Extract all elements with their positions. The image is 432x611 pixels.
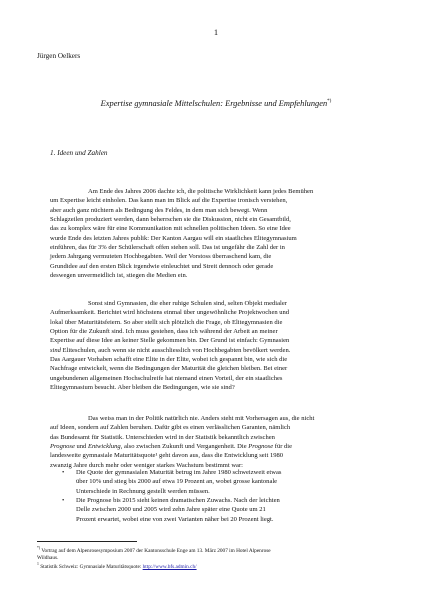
text-line: das zu komplex wäre für eine Kommunikation mit schnellen politischen Ideen. So eine Idee	[50, 225, 291, 233]
text-line: lokal über Maturitätsfeiern. So aber stellt sich plötzlich die Frage, ob Elitegymnasien die	[50, 318, 283, 326]
section-heading: 1. Ideen und Zahlen	[50, 149, 108, 157]
document-title	[37, 99, 395, 108]
text-line: sind Eliteschulen, auch wenn sie nicht ausschliesslich von Hochbegabten bevölkert werden.	[50, 346, 291, 354]
text-line: Das Aargauer Vorhaben schafft eine Elite in der Elite, wobei ich gespannt bin, wie sich die	[50, 356, 288, 364]
text-line: auf Ideen, sondern auf Zahlen beruhen. Dafür gibt es einen verlässlichen Garanten, nämlich	[50, 424, 291, 432]
text-line: Am Ende des Jahres 2006 dachte ich, die politische Wirklichkeit kann jedes Bemühen	[88, 188, 314, 195]
text-line: deswegen unvermeidlich ist, stiegen die Medien ein.	[50, 272, 188, 280]
footnote-divider	[37, 541, 137, 542]
text-line: aber auch ganz nüchtern als Bedingung des Feldes, in dem man sich bewegt. Wenn	[50, 206, 268, 214]
paragraph-1	[50, 187, 396, 289]
bullet-line: über 10% und stieg bis 2000 auf etwa 19 Prozent an, wobei grosse kantonale	[76, 478, 278, 486]
footnote-text: Statistik Schweiz: Gymnasiale Maturitätsquote:	[40, 563, 143, 570]
text-line: jedem Jahrgang vermuteten Hochbegabten. Weil der Vorstoss überraschend kam, die	[50, 253, 272, 261]
bullet-item	[62, 496, 396, 524]
text-line: das Bundesamt für Statistik. Unterschieden wird in der Statistik bekanntlich zwischen	[50, 433, 275, 441]
footnote-mark: *)	[37, 546, 41, 550]
footnote-text: Vortrag auf dem Alpenrosesymposium 2007 der Kantonsschule Enge am 13. März 2007 im Hotel Alpenrose	[41, 547, 271, 554]
title-text: Expertise gymnasiale Mittelschulen: Ergebnisse und Empfehlungen	[100, 99, 328, 108]
title-footnote-mark: *)	[327, 99, 332, 105]
bullet-line: Prozent erwartet, wobei eine von zwei Varianten näher bei 20 Prozent liegt.	[76, 515, 274, 523]
text-line: Nachfrage entwickelt, wenn die Bedingungen der Maturität die gleichen bleiben. Bei einer	[50, 365, 288, 373]
paragraph-2	[50, 299, 396, 401]
footnote-link[interactable]: http://www.bfs.admin.ch/	[142, 563, 197, 570]
text-line: Sonst sind Gymnasien, die eher ruhige Schulen sind, selten Objekt medialer	[88, 300, 287, 307]
text-line: ungebundenen allgemeinen Hochschulreife hat niemand einen Vorteil, der ein staatliches	[50, 374, 283, 382]
text-line: um Expertise leicht einholen. Das kann man im Blick auf die Expertise ironisch verstehen,	[50, 197, 288, 205]
bullet-line: Unterschiede in Rechnung gestellt werden müssen.	[76, 487, 210, 495]
bullet-line: Die Quote der gymnasialen Maturität betrug im Jahre 1980 schweizweit etwas	[76, 469, 282, 476]
footnote-1	[37, 545, 397, 562]
footnote-mark: 1	[37, 562, 39, 566]
bullet-list	[62, 468, 396, 524]
text-line: zwanzig Jahre durch mehr oder weniger starkes Wachstum bestimmt war:	[50, 461, 243, 469]
text-line: wurde Ende des letzten Jahres publik: Der Kanton Aargau will ein staatliches Elitegymnasium	[50, 234, 297, 242]
text-line: Elitegymnasium besucht. Aber bleiben die Bedingungen, wie sie sind?	[50, 384, 235, 392]
text-line: Expertise auf diese Idee an keiner Stelle gekommen bin. Der Grund ist einfach: Gymnasien	[50, 337, 290, 345]
text-line: Schlagzeilen produziert werden, dann beherrschen sie die Diskussion, nicht ein Gesamtbild,	[50, 216, 291, 224]
footnote-text-cont: Wildhaus.	[37, 554, 59, 561]
bullet-icon: •	[62, 497, 65, 505]
text-line: Aufmerksamkeit. Berichtet wird höchstens einmal über ungewöhnliche Projektwochen und	[50, 309, 290, 317]
text-line: Das weiss man in der Politik natürlich nie. Anders steht mit Vorhersagen aus, die nicht	[88, 415, 315, 422]
bullet-item	[62, 468, 396, 496]
bullet-line: Delle zwischen 2000 und 2005 wird zehn Jahre später eine Quote um 21	[76, 506, 266, 514]
footnote-2	[37, 561, 397, 571]
text-line: landesweite gymnasiale Maturitätsquote¹ geht davon aus, dass die Entwicklung seit 1980	[50, 452, 284, 460]
page-number: 1	[213, 27, 219, 37]
text-line: Option für die Zukunft sind. Ich muss gestehen, dass ich während der Arbeit an meiner	[50, 328, 278, 336]
text-line: Grundidee auf den ersten Blick irgendwie einleuchtet und Streit dennoch oder gerade	[50, 262, 274, 270]
text-line: einführen, das für 3% der Schülerschaft offen stehen soll. Das ist ungefähr die Zahl der in	[50, 244, 285, 252]
bullet-icon: •	[62, 469, 65, 476]
bullet-line: Die Prognose bis 2015 sieht keinen dramatischen Zuwachs. Nach der leichten	[76, 497, 280, 505]
text-line: Prognose und Entwicklung, also zwischen Zukunft und Vergangenheit. Die Prognose für die	[50, 443, 293, 451]
author-name: Jürgen Oelkers	[37, 52, 81, 60]
